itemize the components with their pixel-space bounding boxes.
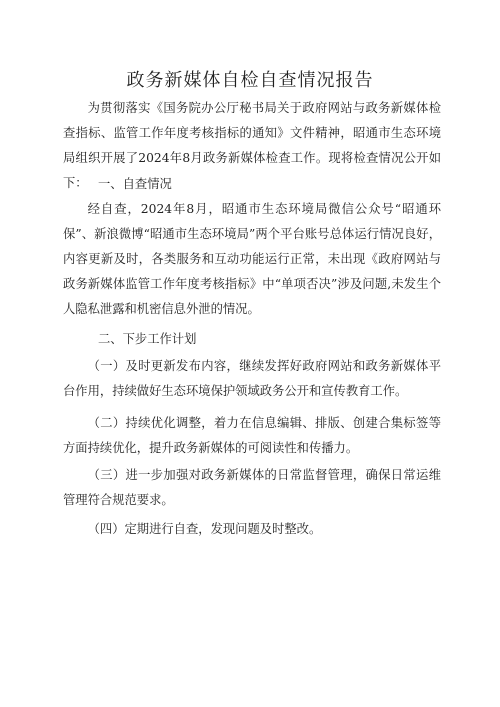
plan-item: （四）定期进行自查，发现问题及时整改。 (87, 522, 322, 536)
document-title: 政务新媒体自检自查情况报告 (126, 70, 374, 91)
section-heading-next-steps: 二、下步工作计划 (98, 332, 197, 346)
plan-item: （三）进一步加强对政务新媒体的日常监督管理，确保日常运维管理符合规范要求。 (63, 468, 441, 507)
self-check-paragraph: 经自查，2024年8月，昭通市生态环境局微信公众号“昭通环保”、新浪微博“昭通市生态环境局”两个平台账号总体运行情况良好，内容更新及时，各类服务和互动功能运行正常，未出现《政府网站与政务新媒体监管工作年度考核指标》中“单项否决”涉及问题,未发生个人隐私泄露和机密信息外泄的情况。 (63, 202, 441, 316)
plan-item: （二）持续优化调整，着力在信息编辑、排版、创建合集标签等方面持续优化，提升政务新媒体的可阅读性和传播力。 (63, 416, 441, 455)
plan-item: （一）及时更新发布内容，继续发挥好政府网站和政务新媒体平台作用，持续做好生态环境保护领域政务公开和宣传教育工作。 (63, 359, 441, 398)
intro-paragraph: 为贯彻落实《国务院办公厅秘书局关于政府网站与政务新媒体检查指标、监管工作年度考核指标的通知》文件精神，昭通市生态环境局组织开展了2024年8月政务新媒体检查工作。现将检查情况公开如下： (63, 101, 441, 190)
section-heading-self-check: 一、自查情况 (98, 177, 172, 191)
